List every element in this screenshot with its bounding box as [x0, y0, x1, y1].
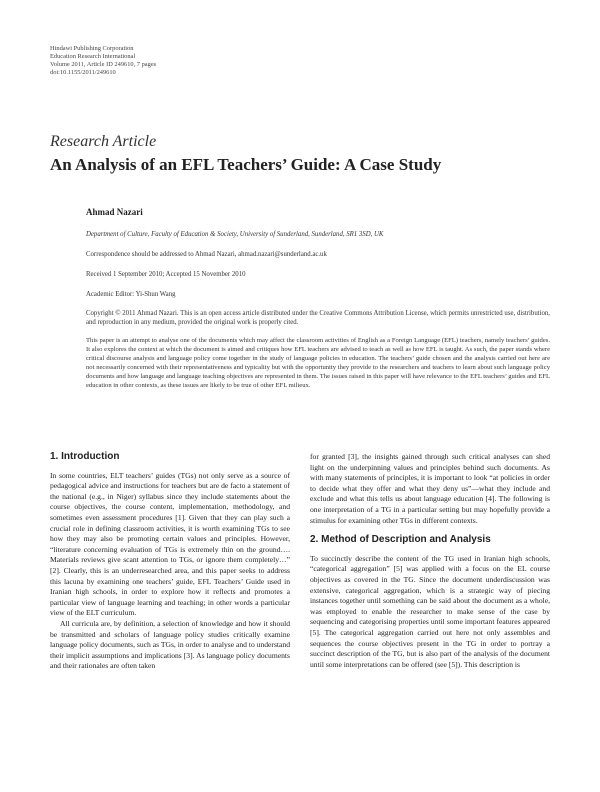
paper-title: An Analysis of an EFL Teachers’ Guide: A Case Study — [50, 155, 442, 174]
intro-paragraph-1: In some countries, ELT teachers’ guides (TGs) not only serve as a source of pedagogical advice and instructions for teachers but are de facto a statement of the national (e.g., in Niger) syllabus since they include statements about the course objectives, the course content, implementation, methodology, and sometimes even assessment procedures [1]. Given that they can play such a crucial role in defining classroom activities, it is worth examining TGs to see how they may also be promoting certain values and principles. However, “literature concerning evaluation of TGs is extremely thin on the ground…. Materials reviews give scant attention to TGs, or ignore them completely…” [2]. Clearly, this is an underresearched area, and this paper seeks to address this lacuna by examining one teachers’ guide, EFL Teachers’ Guide used in Iranian high schools, in order to explore how it reflects and promotes a particular view of language learning and teaching; in other words a particular view of the ELT curriculum. — [50, 470, 290, 618]
article-type: Research Article — [50, 133, 157, 150]
abstract: This paper is an attempt to analyse one of the documents which may affect the classroom activities of English as a Foreign Language (EFL) teachers, namely teachers’ guides. It also explores the context at which the document is aimed and critiques how EFL teachers are advised to teach as well as how EFL is taught. As such, the paper stands where critical discourse analysis and language policy come together in the study of language policies in education. The teachers’ guide chosen and the analysis carried out here are not necessarily concerned with their representativeness and typicality but with the opportunity they provide to the researchers and teachers to learn about such language policy documents and how language and language teaching objectives are represented in them. The issues raised in this paper will have relevance to the EFL teachers’ guides and EFL education in other contexts, as these issues are likely to be true of other EFL milieux. — [86, 337, 550, 390]
author-name: Ahmad Nazari — [86, 207, 143, 217]
journal-name: Education Research International — [50, 53, 136, 60]
volume-info: Volume 2011, Article ID 249610, 7 pages — [50, 61, 157, 68]
copyright-notice: Copyright © 2011 Ahmad Nazari. This is an open access article distributed under the Creative Commons Attribution License, which permits unrestricted use, distribution, and reproduction in any medium, provided the original work is properly cited. — [86, 310, 550, 327]
section-heading-method: 2. Method of Description and Analysis — [310, 534, 491, 546]
method-paragraph-1: To succinctly describe the content of the TG used in Iranian high schools, “categorical aggregation” [5] was applied with a focus on the EL course objectives as covered in the TG. Since the document underdiscussion was extensive, categorical aggregation, which is a strategic way of piecing instances together until something can be said about the document as a whole, was employed to enable the researcher to make sense of the case by sequencing and categorising properties until some important features appeared [5]. The categorical aggregation carried out here not only assembles and sequences the course objectives present in the TG in order to portray a succinct description of the TG, but is also part of the analysis of the document until some interpretations can be offered (see [5]). This description is — [310, 553, 550, 669]
right-column — [310, 452, 550, 670]
academic-editor: Academic Editor: Yi-Shun Wang — [86, 291, 176, 298]
correspondence: Correspondence should be addressed to Ahmad Nazari, ahmad.nazari@sunderland.ac.uk — [86, 251, 327, 258]
affiliation: Department of Culture, Faculty of Education & Society, University of Sunderland, Sunderland, SR1 3SD, UK — [86, 231, 384, 238]
intro-paragraph-3: for granted [3], the insights gained through such critical analyses can shed light on the underpinning values and principles behind such documents. As with many statements of principles, it is important to look “at policies in order to decide what they offer and what they deny us”—what they include and exclude and what this tells us about language education [4]. The following is one interpretation of a TG in a particular setting but may hopefully provide a stimulus for examining other TGs in different contexts. — [310, 452, 550, 525]
intro-paragraph-2: All curricula are, by definition, a selection of knowledge and how it should be transmitted and scholars of language policy studies critically examine language policy documents, such as TGs, in order to analyse and to understand their implicit assumptions and implications [3]. As language policy documents and their rationales are often taken — [50, 618, 290, 671]
publisher-info — [50, 45, 156, 77]
section-heading-introduction: 1. Introduction — [50, 451, 120, 462]
doi: doi:10.1155/2011/249610 — [50, 69, 116, 76]
left-column — [50, 452, 290, 672]
received-dates: Received 1 September 2010; Accepted 15 November 2010 — [86, 271, 246, 278]
publisher-name: Hindawi Publishing Corporation — [50, 45, 134, 52]
